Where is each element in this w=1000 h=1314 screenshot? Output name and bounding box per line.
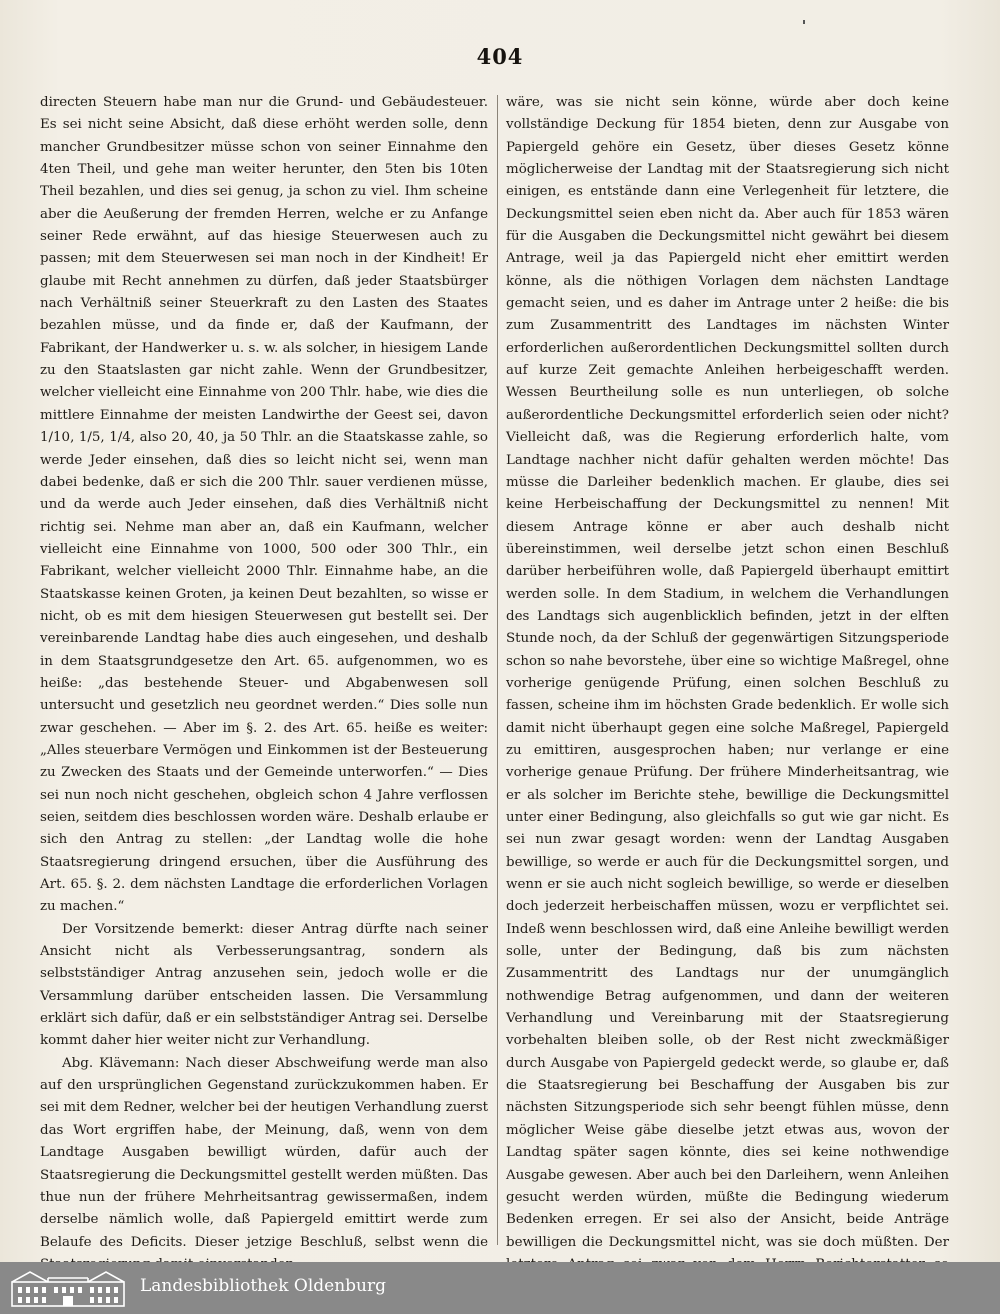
library-name: Landesbibliothek Oldenburg: [140, 1276, 387, 1296]
paragraph: Der Vorsitzende bemerkt: dieser Antrag dürfte nach seiner Ansicht nicht als Verbesserungsantrag, sondern als selbstständiger Antrag anzusehen sein, jedoch wolle er die Versammlung darüber entscheiden lassen. Die Versammlung erklärt sich dafür, daß er ein selbstständiger Antrag sei. Derselbe kommt daher hier weiter nicht zur Verhandlung.: [40, 921, 488, 1049]
paragraph: directen Steuern habe man nur die Grund- und Gebäudesteuer. Es sei nicht seine Absicht, daß diese erhöht werden solle, denn mancher Grundbesitzer müsse schon von seiner Einnahme den 4ten Theil, und gehe man weiter herunter, den 5ten bis 10ten Theil bezahlen, und dies sei genug, ja schon zu viel. Ihm scheine aber die Aeußerung der fremden Herren, welche er zu Anfange seiner Rede erwähnt, auf das hiesige Steuerwesen auch zu passen; mit dem Steuerwesen sei man noch in der Kindheit! Er glaube mit Recht annehmen zu dürfen, daß jeder Staatsbürger nach Verhältniß seiner Steuerkraft zu den Lasten des Staates bezahlen müsse, und da finde er, daß der Kaufmann, der Fabrikant, der Handwerker u. s. w. als solcher, in hiesigem Lande zu den Staatslasten gar nicht zahle. Wenn der Grundbesitzer, welcher vielleicht eine Einnahme von 200 Thlr. habe, wie dies die mittlere Einnahme der meisten Landwirthe der Geest sei, davon 1/10, 1/5, 1/4, also 20, 40, ja 50 Thlr. an die Staatskasse zahle, so werde Jeder einsehen, daß dies so leicht nicht sei, wenn man dabei bedenke, daß er sich die 200 Thlr. sauer verdienen müsse, und da werde auch Jeder einsehen, daß dies Verhältniß nicht richtig sei. Nehme man aber an, daß ein Kaufmann, welcher vielleicht eine Einnahme von 1000, 500 oder 300 Thlr., ein Fabrikant, welcher vielleicht 2000 Thlr. Einnahme habe, an die Staatskasse keinen Groten, ja keinen Deut bezahlten, so wisse er nicht, ob es mit dem hiesigen Steuerwesen gut bestellt sei. Der vereinbarende Landtag habe dies auch eingesehen, und deshalb in dem Staatsgrundgesetze den Art. 65. aufgenommen, wo es heiße: „das bestehende Steuer- und Abgabenwesen soll untersucht und gesetzlich neu geordnet werden.“ Dies solle nun zwar geschehen. — Aber im §. 2. des Art. 65. heiße es weiter: „Alles steuerbare Vermögen und Einkommen ist der Besteuerung zu Zwecken des Staats und der Gemeinde unterworfen.“ — Dies sei nun noch nicht geschehen, obgleich schon 4 Jahre verflossen seien, seitdem dies beschlossen worden wäre. Deshalb erlaube er sich den Antrag zu stellen: „der Landtag wolle die hohe Staatsregierung dringend ersuchen, über die Ausführung des Art. 65. §. 2. dem nächsten Landtage die erforderlichen Vorlagen zu machen.“: [40, 95, 488, 915]
paragraph: wäre, was sie nicht sein könne, würde aber doch keine vollständige Deckung für 1854 bieten, denn zur Ausgabe von Papiergeld gehöre ein Gesetz, über dieses Gesetz könne möglicherweise der Landtag mit der Staatsregierung sich nicht einigen, es entstände dann eine Verlegenheit für letztere, die Deckungsmittel seien eben nicht da. Aber auch für 1853 wären für die Ausgaben die Deckungsmittel nicht gewährt bei diesem Antrage, weil ja das Papiergeld nicht eher emittirt werden könne, als die nöthigen Vorlagen dem nächsten Landtage gemacht seien, und es daher im Antrage unter 2 heiße: die bis zum Zusammentritt des Landtages im nächsten Winter erforderlichen außerordentlichen Deckungsmittel sollten durch auf kurze Zeit gemachte Anleihen herbeigeschafft werden. Wessen Beurtheilung solle es nun unterliegen, ob solche außerordentliche Deckungsmittel erforderlich seien oder nicht? Vielleicht daß, was die Regierung erforderlich halte, vom Landtage nachher nicht dafür gehalten werden möchte! Das müsse die Darleiher bedenklich machen. Er glaube, dies sei keine Herbeischaffung der Deckungsmittel zu nennen! Mit diesem Antrage könne er aber auch deshalb nicht übereinstimmen, weil derselbe jetzt schon einen Beschluß darüber herbeiführen wolle, daß Papiergeld überhaupt emittirt werden solle. In dem Stadium, in welchem die Verhandlungen des Landtags sich augenblicklich befinden, jetzt in der elften Stunde noch, da der Schluß der gegenwärtigen Sitzungsperiode schon so nahe bevorstehe, über eine so wichtige Maßregel, ohne vorherige genügende Prüfung, einen solchen Beschluß zu fassen, scheine ihm im höchsten Grade bedenklich. Er wolle sich damit nicht überhaupt gegen eine solche Maßregel, Papiergeld zu emittiren, ausgesprochen haben; nur verlange er eine vorherige genaue Prüfung. Der frühere Minderheitsantrag, wie er als solcher im Berichte stehe, bewillige die Deckungsmittel unter einer Bedingung, also gleichfalls so gut wie gar nicht. Es sei nun zwar gesagt worden: wenn der Landtag Ausgaben bewillige, so werde er auch für die Deckungsmittel sorgen, und wenn er sie auch nicht sogleich bewillige, so werde er dieselben doch jederzeit herbeischaffen müssen, wozu er verpflichtet sei. Indeß wenn beschlossen wird, daß eine Anleihe bewilligt werden solle, unter der Bedingung, daß bis zum nächsten Zusammentritt des Landtags nur der unumgänglich nothwendige Betrag aufgenommen, und dann der weiteren Verhandlung und Vereinbarung mit der Staatsregierung vorbehalten bleiben solle, ob der Rest nicht zweckmäßiger durch Ausgabe von Papiergeld gedeckt werde, so glaube er, daß die Staatsregierung bei Beschaffung der Ausgaben bis zur nächsten Sitzungsperiode sich sehr beengt fühlen müsse, denn möglicher Weise gäbe dieselbe jetzt etwas aus, wovon der Landtag später sagen könnte, dies sei keine nothwendige Ausgabe gewesen. Aber auch bei den Darleihern, wenn Anleihen gesucht werden würden, müßte die Bedingung wiederum Bedenken erregen. Er sei also der Ansicht, beide Anträge bewilligen die Deckungsmittel nicht, was sie doch müßten. Der: [506, 95, 949, 1250]
page-number: 404: [476, 44, 524, 69]
left-column: [40, 92, 488, 1252]
column-divider: [497, 95, 498, 1245]
scan-speck: [803, 20, 805, 24]
library-building-icon: [8, 1268, 128, 1308]
library-footer-bar: [0, 1262, 1000, 1314]
paragraph: Abg. Klävemann: Nach dieser Abschweifung werde man also auf den ursprünglichen Gegenstand zurückzukommen haben. Er sei mit dem Redner, welcher bei der heutigen Verhandlung zuerst das Wort ergriffen habe, der Meinung, daß, wenn von dem Landtage Ausgaben bewilligt würden, dafür auch der Staatsregierung die Deckungsmittel gestellt werden müßten. Das thue nun der frühere Mehrheitsantrag gewissermaßen, indem derselbe nämlich wolle, daß Papiergeld emittirt werde zum Belaufe des Deficits. Dieser jetzige Beschluß, selbst wenn die: [40, 1055, 488, 1250]
right-column: [506, 92, 949, 1252]
